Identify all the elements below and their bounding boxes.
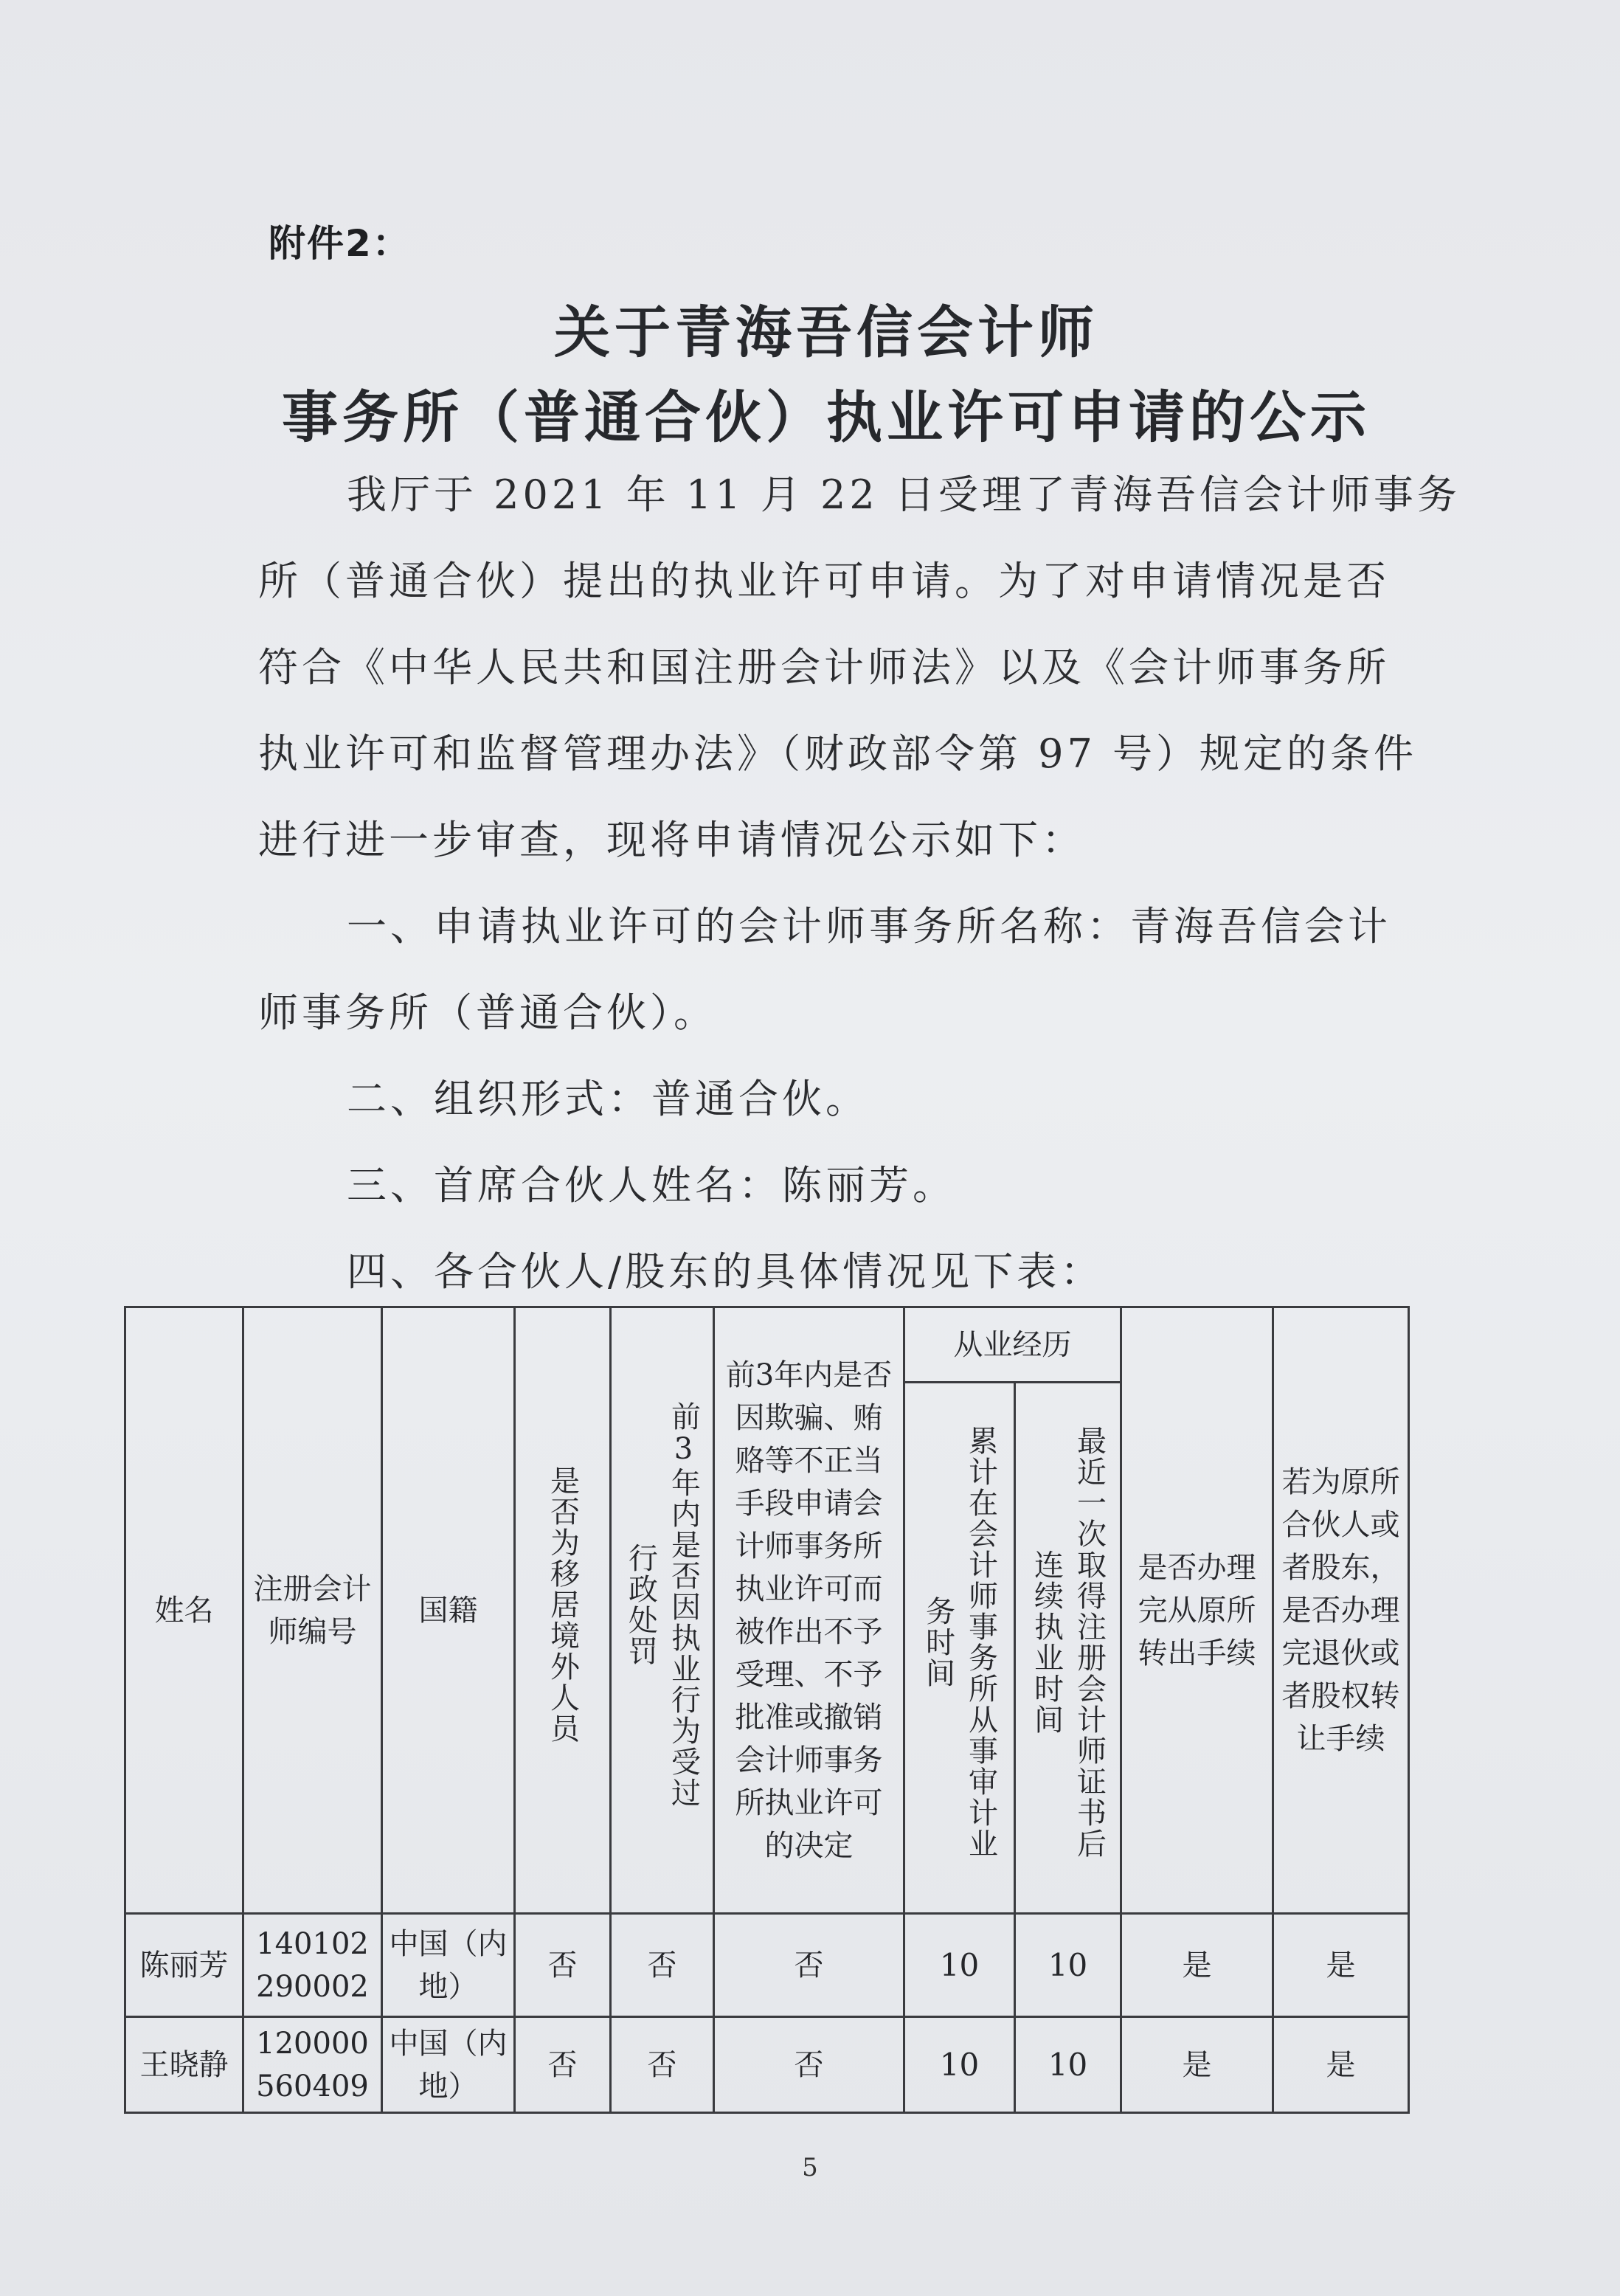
item-1-line: 一、申请执业许可的会计师事务所名称：青海吾信会计 [347,903,1391,950]
page-title-line-1: 关于青海吾信会计师 [554,300,1098,365]
table-row [125,2017,1409,2113]
intro-line: 所（普通合伙）提出的执业许可申请。为了对申请情况是否 [258,558,1390,604]
cell-transfer-out: 是 [1121,2017,1273,2113]
item-4: 四、各合伙人/股东的具体情况见下表： [347,1248,1104,1295]
cell-exit: 是 [1273,1914,1409,2017]
cell-fraud: 否 [714,1914,904,2017]
header-overseas: 是否为移居境外人员 [515,1307,611,1914]
cell-cpa-no: 120000560409 [243,2017,382,2113]
cell-overseas: 否 [515,1914,611,2017]
intro-line: 进行进一步审查，现将申请情况公示如下： [258,817,1085,863]
header-exp-recent: 最近一次取得注册会计师证书后连续执业时间 [1015,1383,1121,1914]
cell-name: 陈丽芳 [125,1914,243,2017]
header-cpa-no: 注册会计师编号 [243,1307,382,1914]
header-transfer-out: 是否办理完从原所转出手续 [1121,1307,1273,1914]
attachment-label: 附件2： [269,222,411,265]
cell-overseas: 否 [515,2017,611,2113]
cell-transfer-out: 是 [1121,1914,1273,2017]
header-nationality: 国籍 [382,1307,515,1914]
cell-penalty: 否 [611,1914,714,2017]
cell-exp-total: 10 [904,1914,1015,2017]
cell-fraud: 否 [714,2017,904,2113]
cell-cpa-no: 140102290002 [243,1914,382,2017]
table-row [125,1914,1409,2017]
page-title-line-2: 事务所（普通合伙）执业许可申请的公示 [282,384,1371,450]
header-penalty: 前3年内是否因执业行为受过行政处罚 [611,1307,714,1914]
header-exp-total: 累计在会计师事务所从事审计业务时间 [904,1383,1015,1914]
header-experience-group: 从业经历 [904,1307,1121,1383]
intro-line: 符合《中华人民共和国注册会计师法》以及《会计师事务所 [258,644,1390,691]
cell-name: 王晓静 [125,2017,243,2113]
cell-exit: 是 [1273,2017,1409,2113]
item-1-line: 师事务所（普通合伙）。 [258,989,717,1036]
header-name: 姓名 [125,1307,243,1914]
header-fraud: 前3年内是否因欺骗、贿赂等不正当手段申请会计师事务所执业许可而被作出不予受理、不予批准或撤销会计师事务所执业许可的决定 [714,1307,904,1914]
partners-table [124,1306,1410,2114]
item-2: 二、组织形式：普通合伙。 [347,1076,869,1122]
cell-exp-total: 10 [904,2017,1015,2113]
cell-nationality: 中国（内地） [382,2017,515,2113]
page-number: 5 [802,2153,818,2182]
item-3: 三、首席合伙人姓名：陈丽芳。 [347,1162,956,1208]
cell-exp-recent: 10 [1015,1914,1121,2017]
intro-paragraph [258,452,1461,1315]
intro-line: 我厅于 2021 年 11 月 22 日受理了青海吾信会计师事务 [347,471,1461,518]
header-exit: 若为原所合伙人或者股东，是否办理完退伙或者股权转让手续 [1273,1307,1409,1914]
intro-line: 执业许可和监督管理办法》（财政部令第 97 号）规定的条件 [258,730,1418,777]
cell-penalty: 否 [611,2017,714,2113]
cell-nationality: 中国（内地） [382,1914,515,2017]
cell-exp-recent: 10 [1015,2017,1121,2113]
